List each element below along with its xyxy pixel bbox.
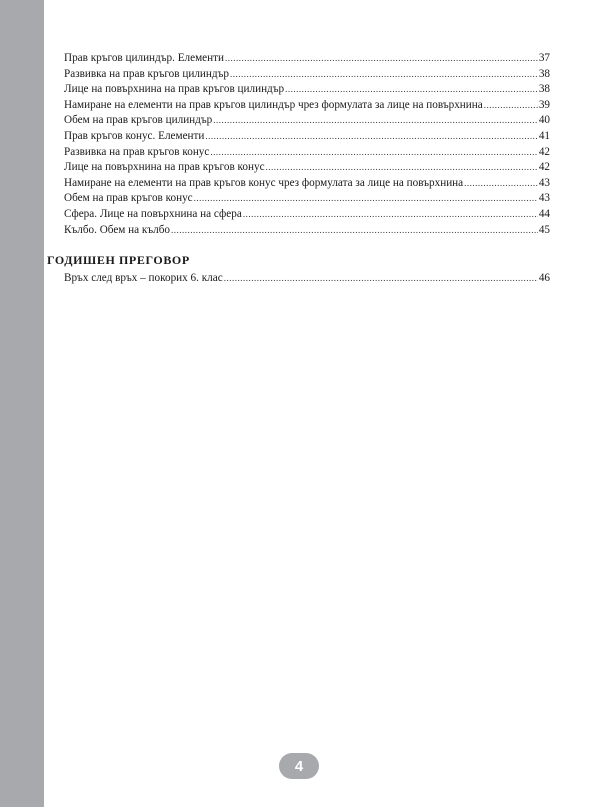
- toc-entry-page: 39: [538, 98, 550, 111]
- left-margin-bar: [0, 0, 44, 807]
- toc-entry-title: Намиране на елементи на прав кръгов конус чрез формулата за лице на повърхнина: [64, 176, 464, 189]
- annual-review-list: [64, 271, 550, 287]
- dot-leader: [266, 160, 538, 176]
- toc-entry-title: Прав кръгов конус. Елементи: [64, 129, 205, 142]
- toc-entry: [64, 145, 550, 161]
- toc-entry-title: Развивка на прав кръгов конус: [64, 145, 210, 158]
- dot-leader: [464, 176, 538, 192]
- dot-leader: [205, 129, 537, 145]
- toc-entry-page: 38: [538, 83, 550, 96]
- toc-entry: [64, 98, 550, 114]
- toc-entry-page: 40: [538, 114, 550, 127]
- toc-entry: [64, 113, 550, 129]
- dot-leader: [225, 51, 538, 67]
- dot-leader: [213, 113, 538, 129]
- dot-leader: [224, 271, 538, 287]
- dot-leader: [171, 223, 538, 239]
- toc-entry-page: 46: [538, 272, 550, 284]
- toc-entry: [64, 129, 550, 145]
- toc-entry-title: Сфера. Лице на повърхнина на сфера: [64, 207, 242, 220]
- toc-entry-title: Развивка на прав кръгов цилиндър: [64, 67, 229, 80]
- toc-entry: [64, 191, 550, 207]
- toc-entry-page: 37: [538, 52, 550, 64]
- toc-entry: [64, 67, 550, 83]
- dot-leader: [243, 207, 538, 223]
- dot-leader: [194, 191, 538, 207]
- table-of-contents: [64, 51, 550, 238]
- toc-entry-page: 42: [538, 145, 550, 158]
- dot-leader: [484, 98, 538, 114]
- toc-entry-title: Намиране на елементи на прав кръгов цилиндър чрез формулата за лице на повърхнина: [64, 98, 483, 111]
- toc-entry-title: Лице на повърхнина на прав кръгов цилиндър: [64, 83, 285, 96]
- page-number-badge: 4: [279, 753, 319, 779]
- toc-entry-page: 43: [538, 176, 550, 189]
- dot-leader: [210, 145, 537, 161]
- toc-entry-page: 45: [538, 223, 550, 236]
- toc-entry-title: Обем на прав кръгов конус: [64, 192, 193, 205]
- toc-entry-page: 38: [538, 67, 550, 80]
- dot-leader: [230, 67, 538, 83]
- toc-entry: [64, 271, 550, 287]
- toc-entry: [64, 82, 550, 98]
- toc-entry-page: 43: [538, 192, 550, 205]
- toc-entry-title: Обем на прав кръгов цилиндър: [64, 114, 213, 127]
- toc-entry: [64, 176, 550, 192]
- toc-entry: [64, 207, 550, 223]
- toc-entry: [64, 223, 550, 239]
- toc-entry-title: Връх след връх – покорих 6. клас: [64, 272, 223, 284]
- toc-entry-title: Лице на повърхнина на прав кръгов конус: [64, 161, 265, 174]
- toc-entry-page: 44: [538, 207, 550, 220]
- toc-entry-page: 41: [538, 129, 550, 142]
- section-heading-annual-review: ГОДИШЕН ПРЕГОВОР: [47, 253, 190, 267]
- toc-entry: [64, 51, 550, 67]
- toc-entry-title: Кълбо. Обем на кълбо: [64, 223, 171, 236]
- toc-entry: [64, 160, 550, 176]
- toc-entry-page: 42: [538, 161, 550, 174]
- dot-leader: [285, 82, 538, 98]
- toc-entry-title: Прав кръгов цилиндър. Елементи: [64, 52, 225, 64]
